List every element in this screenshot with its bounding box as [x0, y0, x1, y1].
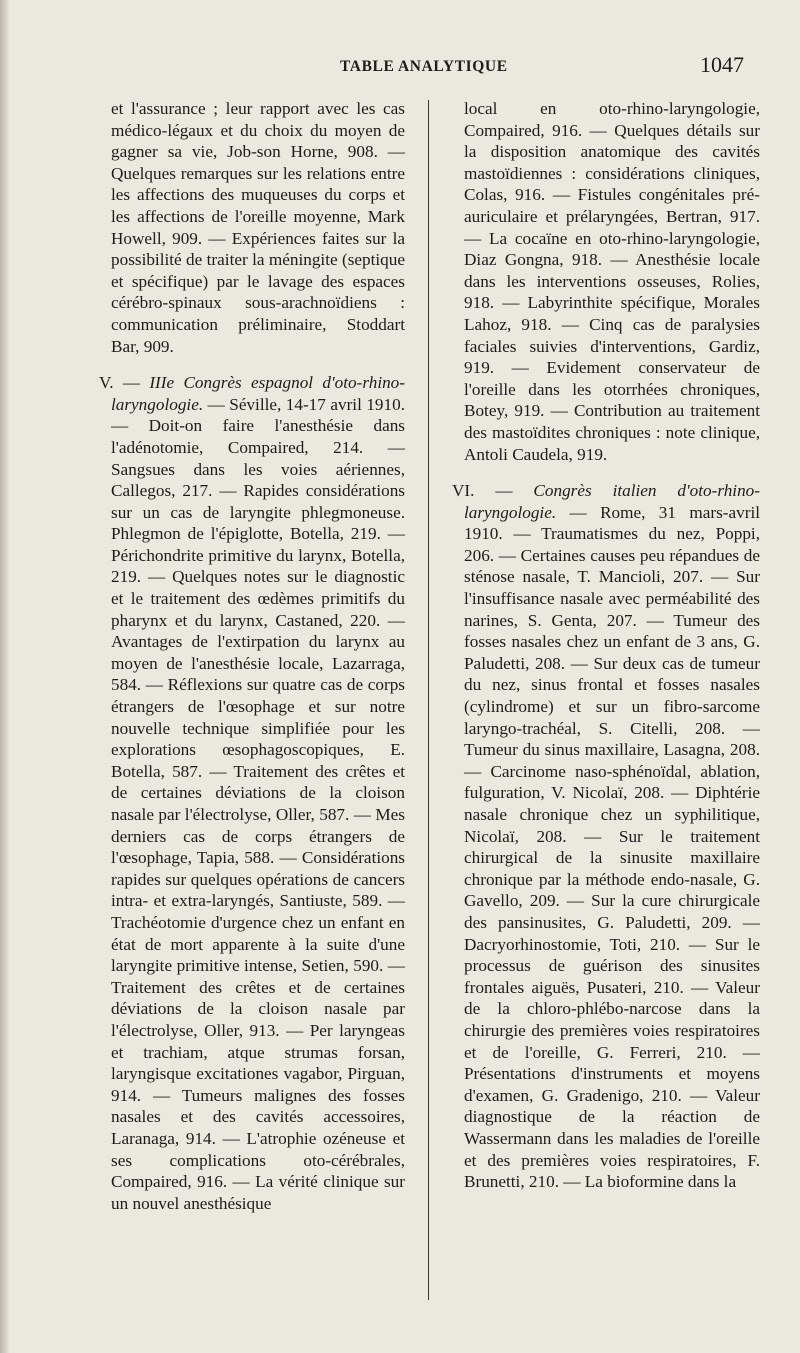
section-vi-title: Congrès italien d'oto-rhino-laryngologie.: [464, 481, 760, 522]
section-vi-label: VI.: [452, 481, 475, 501]
right-column: [452, 98, 760, 1193]
right-paragraph-continuation: local en oto-rhino-laryngologie, Compaired, 916. — Quelques détails sur la disposition anatomique des cavités mastoïdiennes : considérations cliniques, Colas, 916. — Fistules congénitales pré-auriculaire et prélaryngées, Bertran, 917. — La cocaïne en oto-rhino-laryngologie, Diaz Gongna, 918. — Anesthésie locale dans les interventions osseuses, Rolies, 918. — Labyrinthite spécifique, Morales Lahoz, 918. — Cinq cas de paralysies faciales suivies d'interventions, Gardiz, 919. — Evidement conservateur de l'oreille dans les otorrhées chroniques, Botey, 919. — Contribution au traitement des mastoïdites chroniques : note clinique, Antoli Caudela, 919.: [464, 99, 760, 464]
running-head-title: TABLE ANALYTIQUE: [340, 58, 508, 75]
section-v-title: IIIe Congrès espagnol d'oto-rhino-laryngologie.: [111, 373, 406, 414]
page-number: 1047: [700, 52, 744, 77]
left-paragraph-continuation: et l'assurance ; leur rapport avec les cas médico-légaux et du choix du moyen de gagner sa vie, Job-son Horne, 908. — Quelques remarques sur les relations entre les affections des muqueuses du corps et les affections de l'oreille moyenne, Mark Howell, 909. — Expériences faites sur la possibilité de traiter la méningite (septique et spécifique) par le lavage des espaces cérébro-spinaux sous-arachnoïdiens : communication préliminaire, Stoddart Bar, 909.: [111, 99, 405, 356]
right-section-vi: [452, 480, 760, 1193]
section-vi-dash: —: [474, 481, 534, 501]
section-v-text: — Séville, 14-17 avril 1910. — Doit-on faire l'anesthésie dans l'adénotomie, Compaired, 214. — Sangsues dans les voies aériennes, Callegos, 217. — Rapides considérations sur un cas de laryngite phlegmoneuse. Phlegmon de l'épiglotte, Botella, 219. — Périchondrite primitive du larynx, Botella, 219. — Quelques notes sur le diagnostic et le traitement des œdèmes primitifs du pharynx et du larynx, Castaned, 220. — Avantages de l'extirpation du larynx au moyen de l'anesthésie locale, Lazarraga, 584. — Réflexions sur quatre cas de corps étrangers de l'œsophage et sur notre nouvelle technique simplifiée pour les explorations œsophagoscopiques, E. Botella, 587. — Traitement des crêtes et de certaines déviations de la cloison nasale par l'électrolyse, Oller, 587. — Mes derniers cas de corps étrangers de l'œsophage, Tapia, 588. — Considérations rapides sur quelques opérations de cancers intra- et extra-laryngés, Santiuste, 589. — Trachéotomie d'urgence chez un enfant en état de mort apparente à la suite d'une laryngite primitive intense, Setien, 590. — Traitement des crêtes et de certaines déviations de la cloison nasale par l'électrolyse, Oller, 913. — Per laryngeas et trachiam, atque strumas forsan, laryngisque excitationes vagabor, Pirguan, 914. — Tumeurs malignes des fosses nasales et des cavités accessoires, Laranaga, 914. — L'atrophie ozéneuse et ses complications oto-cérébrales, Compaired, 916. — La vérité clinique sur un nouvel anesthésique: [111, 394, 405, 1213]
column-divider: [428, 100, 429, 1300]
running-head: [0, 52, 800, 82]
left-section-v: [99, 372, 405, 1214]
page-edge-shadow: [0, 0, 10, 1353]
section-v-dash: —: [113, 373, 150, 393]
section-vi-text: — Rome, 31 mars-avril 1910. — Traumatismes du nez, Poppi, 206. — Certaines causes peu répandues de sténose nasale, T. Mancioli, 207. — Sur l'insuffisance nasale avec perméabilité des narines, S. Genta, 207. — Tumeur des fosses nasales chez un enfant de 3 ans, G. Paludetti, 208. — Sur deux cas de tumeur du nez, sinus frontal et fosses nasales (cylindrome) et sur un fibro-sarcome laryngo-trachéal, S. Citelli, 208. — Tumeur du sinus maxillaire, Lasagna, 208. — Carcinome naso-sphénoïdal, ablation, fulguration, V. Nicolaï, 208. — Diphtérie nasale chronique chez un syphilitique, Nicolaï, 208. — Sur le traitement chirurgical de la sinusite maxillaire chronique par la méthode endo-nasale, G. Gavello, 209. — Sur la cure chirurgicale des pansinusites, G. Paludetti, 209. — Dacryorhinostomie, Toti, 210. — Sur le processus de guérison des sinusites frontales aiguës, Pusateri, 210. — Valeur de la chloro-phlébo-narcose dans la chirurgie des premières voies respiratoires et de l'oreille, G. Ferreri, 210. — Présentations d'instruments et moyens d'examen, G. Gradenigo, 210. — Valeur diagnostique de la réaction de Wassermann dans les maladies de l'oreille et des premières voies respiratoires, F. Brunetti, 210. — La bioformine dans la: [464, 502, 760, 1192]
section-v-label: V.: [99, 373, 114, 393]
left-column: [99, 98, 405, 1214]
